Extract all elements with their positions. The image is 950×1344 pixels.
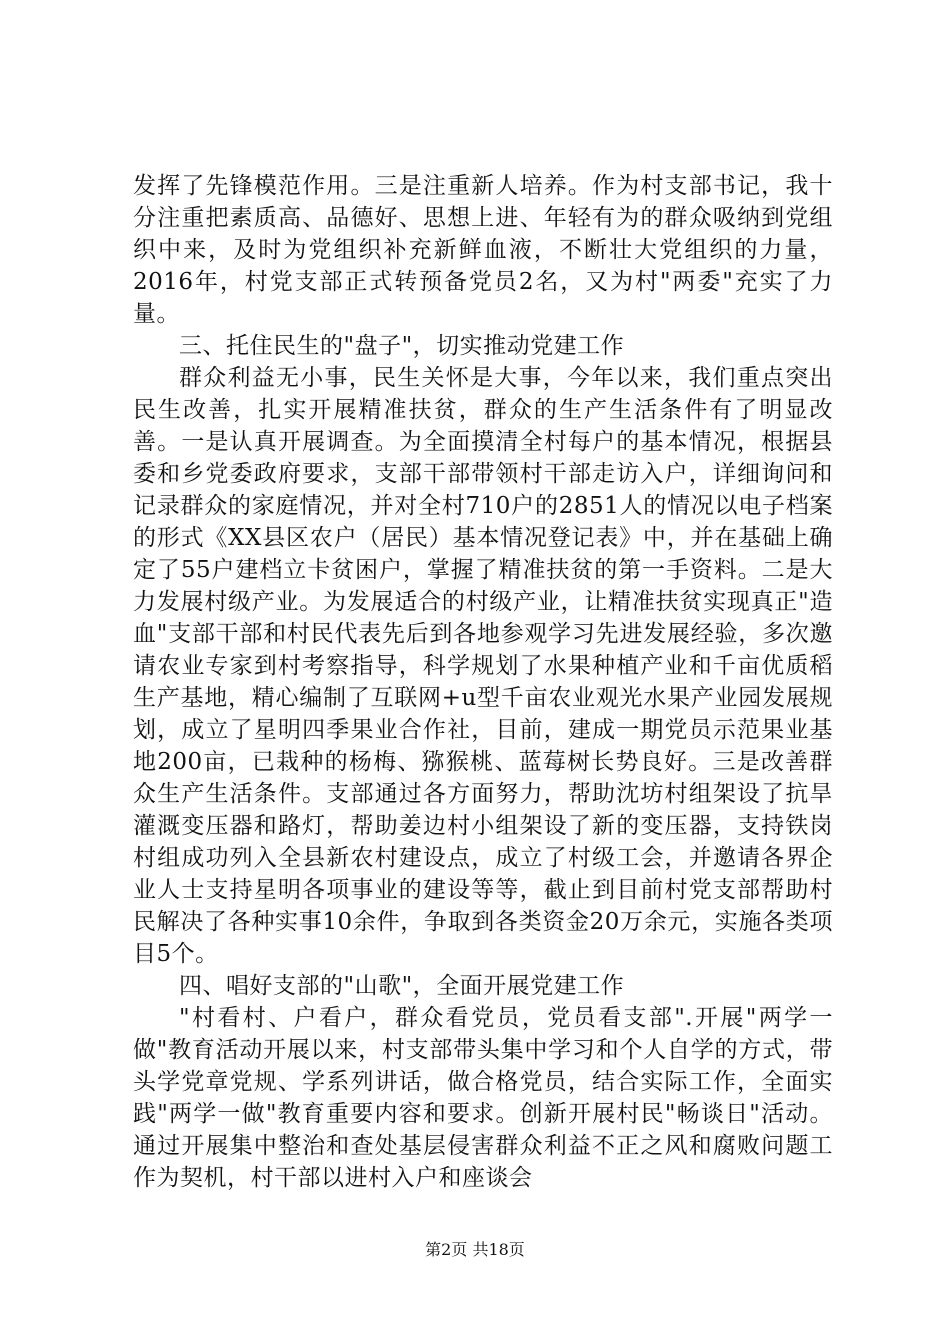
paragraph-party-members: 发挥了先锋模范作用。三是注重新人培养。作为村支部书记，我十分注重把素质高、品德好、思想上进、年轻有为的群众吸纳到党组织中来，及时为党组织补充新鲜血液，不断壮大党组织的力量，2016年，村党支部正式转预备党员2名，又为村"两委"充实了力量。 [133, 173, 833, 327]
paragraph-livelihood: 群众利益无小事，民生关怀是大事，今年以来，我们重点突出民生改善，扎实开展精准扶贫，群众的生产生活条件有了明显改善。一是认真开展调查。为全面摸清全村每户的基本情况，根据县委和乡党委政府要求，支部干部带领村干部走访入户，详细询问和记录群众的家庭情况，并对全村710户的2851人的情况以电子档案的形式《XX县区农户（居民）基本情况登记表》中，并在基础上确定了55户建档立卡贫困户，掌握了精准扶贫的第一手资料。二是大力发展村级产业。为发展适合的村级产业，让精准扶贫实现真正"造血"支部干部和村民代表先后到各地参观学习先进发展经验，多次邀请农业专家到村考察指导，科学规划了水果种植产业和千亩优质稻生产基地，精心编制了互联网+u型千亩农业观光水果产业园发展规划，成立了星明四季果业合作社，目前，建成一期党员示范果业基地200亩，已栽种的杨梅、猕猴桃、蓝莓树长势良好。三是改善群众生产生活条件。支部通过各方面努力，帮助沈坊村组架设了抗旱灌溉变压器和路灯，帮助姜边村小组架设了新的变压器，支持铁岗村组成功列入全县新农村建设点，成立了村级工会，并邀请各界企业人士支持星明各项事业的建设等等，截止到目前村党支部帮助村民解决了各种实事10余件，争取到各类资金20万余元，实施各类项目5个。 [133, 365, 833, 967]
document-body [133, 170, 833, 1194]
page-footer: 第2页 共18页 [425, 1240, 525, 1259]
section-heading-four: 四、唱好支部的"山歌"，全面开展党建工作 [179, 973, 625, 999]
paragraph-two-studies: "村看村、户看户，群众看党员，党员看支部".开展"两学一做"教育活动开展以来，村支部带头集中学习和个人自学的方式，带头学党章党规、学系列讲话，做合格党员，结合实际工作，全面实践"两学一做"教育重要内容和要求。创新开展村民"畅谈日"活动。通过开展集中整治和查处基层侵害群众利益不正之风和腐败问题工作为契机，村干部以进村入户和座谈会 [133, 1005, 833, 1191]
section-heading-three: 三、托住民生的"盘子"，切实推动党建工作 [179, 333, 625, 359]
